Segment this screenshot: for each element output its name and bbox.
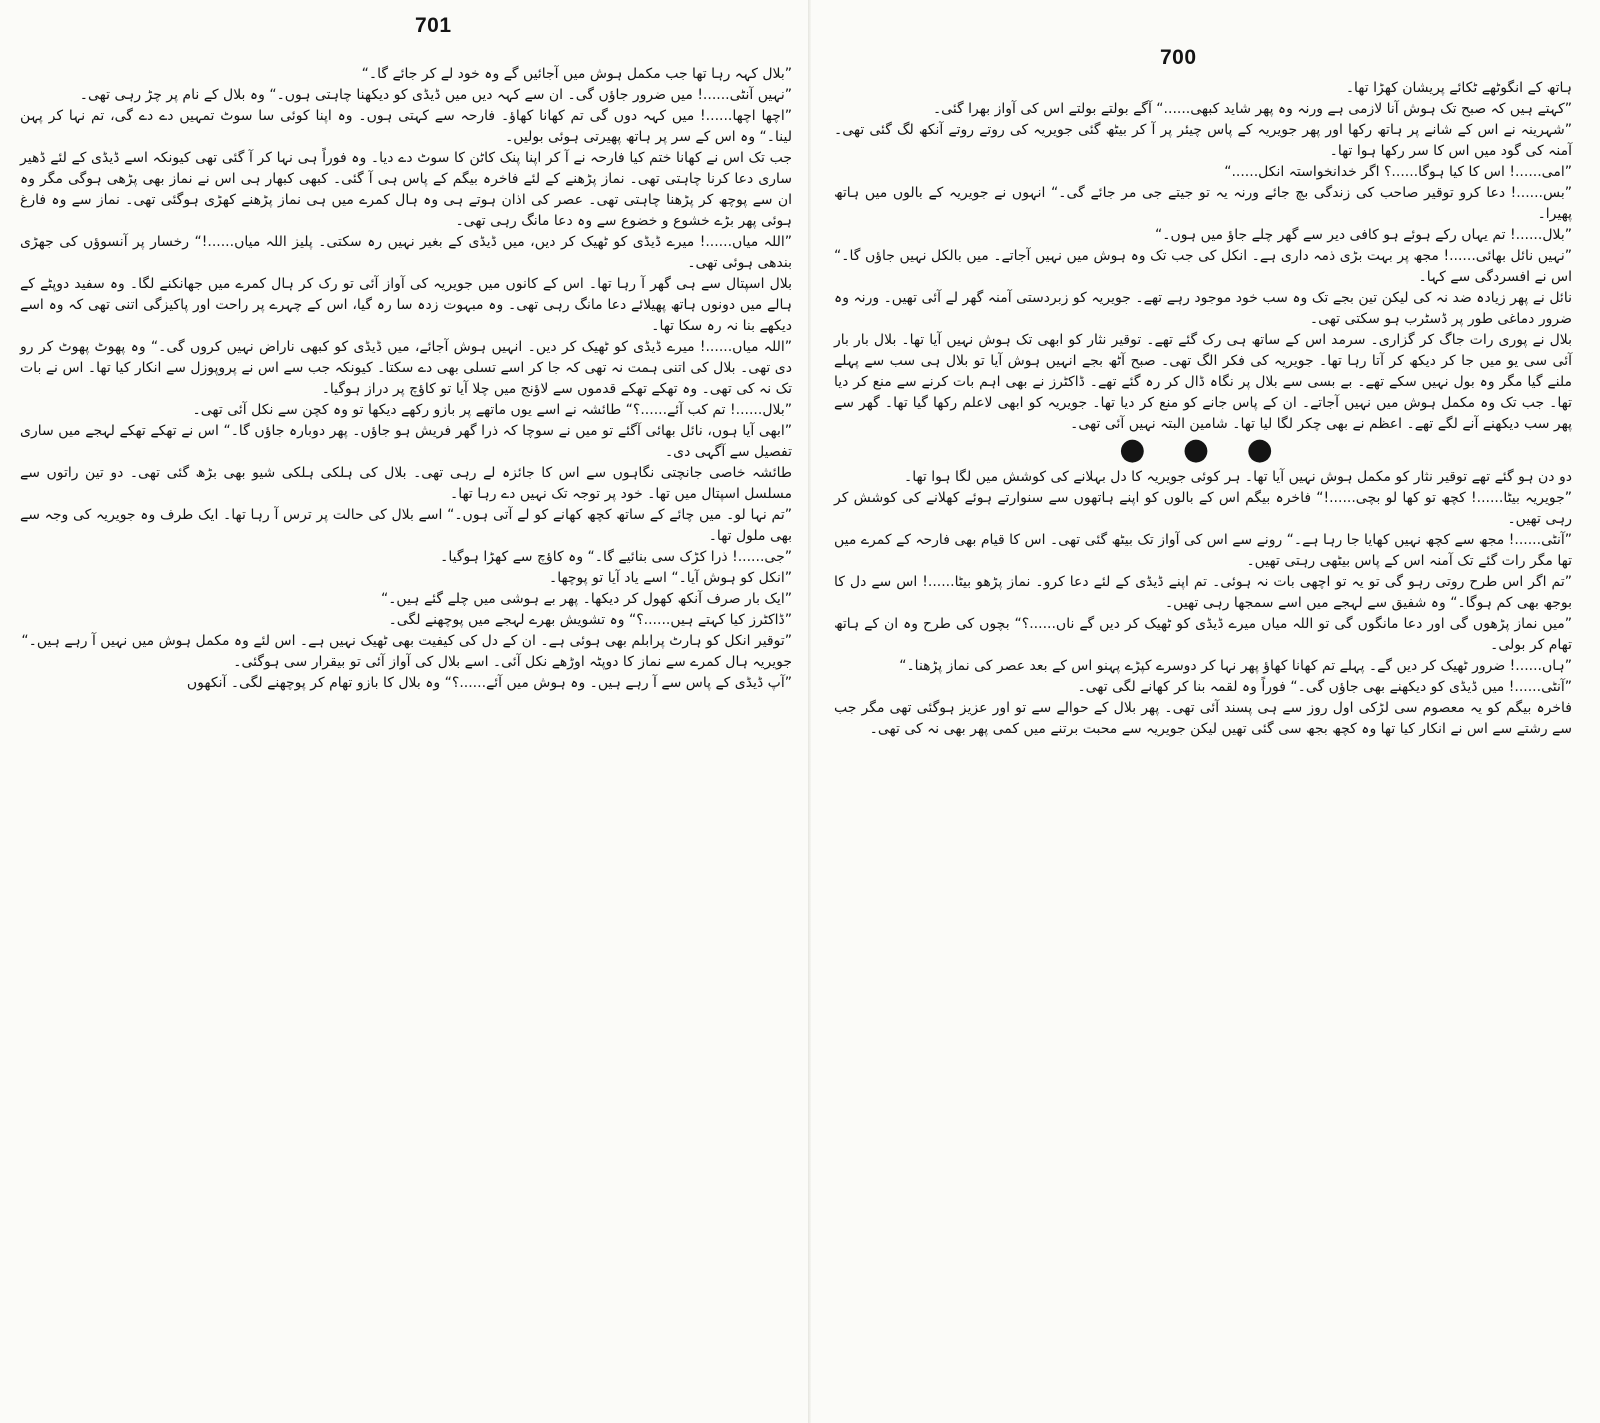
paragraph: ”نہیں نائل بھائی......! مجھ پر بہت بڑی ذمہ داری ہے۔ انکل کی جب تک وہ ہوش میں نہیں آجاتے۔ میں بالکل نہیں جاؤں گا۔“ اس نے افسردگی سے کہا۔ [834, 248, 1572, 285]
paragraph: ”بس......! دعا کرو توقیر صاحب کی زندگی بچ جائے ورنہ یہ تو جیتے جی مر جائے گی۔“ انہوں نے جویریہ کے بالوں میں ہاتھ پھیرا۔ [834, 185, 1572, 222]
paragraph: بلال نے پوری رات جاگ کر گزاری۔ سرمد اس کے ساتھ ہی رک گئے تھے۔ توقیر نثار کو ابھی تک ہوش نہیں آیا تھا۔ بلال بار بار آئی سی یو میں جا کر دیکھ کر آتا رہا تھا۔ جویریہ کی فکر الگ تھی۔ صبح آٹھ بجے انہیں ہوش آیا تو بلال ہی سب سے پہلے ملنے گیا مگر وہ بول نہیں سکے تھے۔ بے بسی سے بلال پر نگاہ ڈال کر رہ گئے تھے۔ ڈاکٹرز نے بھی اہم بات کرنے سے منع کر دیا تھا۔ جب تک وہ مکمل ہوش میں نہیں آجاتے۔ ان کے پاس جانے کو منع کر دیا تھا۔ جویریہ کو ابھی لاعلم رکھا گیا تھا۔ گھر سے پھر سب دیکھنے آنے لگے تھے۔ اعظم نے بھی چکر لگا لیا تھا۔ شامین البتہ نہیں آئی تھی۔ [834, 332, 1572, 432]
paragraph: ”اللہ میاں......! میرے ڈیڈی کو ٹھیک کر دیں۔ انہیں ہوش آجائے، میں ڈیڈی کو کبھی ناراض نہیں کروں گی۔“ وہ پھوٹ پھوٹ کر رو دی تھی۔ بلال کی اتنی ہمت نہ تھی کہ جا کر اسے تسلی بھی دے سکتا۔ کیونکہ جب سے اس نے پروپوزل سے انکار کیا تھا۔ اس نے بات تک نہ کی تھی۔ وہ تھکے تھکے قدموں سے لاؤنج میں چلا آیا تو کاؤچ پر دراز ہوگیا۔ [20, 339, 792, 397]
paragraph: ”شہرینہ نے اس کے شانے پر ہاتھ رکھا اور پھر جویریہ کے پاس چیئر پر آ کر بیٹھ گئی جویریہ کی روتے روتے آنکھ لگ گئی تھی۔ آمنہ کی گود میں اس کا سر رکھا ہوا تھا۔ [834, 122, 1572, 159]
paragraph: طائشہ خاصی جانچتی نگاہوں سے اس کا جائزہ لے رہی تھی۔ بلال کی ہلکی ہلکی شیو بھی بڑھ گئی تھی۔ دو تین راتوں سے مسلسل اسپتال میں تھا۔ خود پر توجہ تک نہیں دے رہا تھا۔ [20, 465, 792, 502]
paragraph: ”جی......! ذرا کڑک سی بنائیے گا۔“ وہ کاؤچ سے کھڑا ہوگیا۔ [440, 549, 792, 565]
paragraph: ”میں نماز پڑھوں گی اور دعا مانگوں گی تو اللہ میاں میرے ڈیڈی کو ٹھیک کر دیں گے ناں......؟“ بچوں کی طرح وہ ان کے ہاتھ تھام کر بولی۔ [834, 616, 1572, 653]
paragraph: ”ایک بار صرف آنکھ کھول کر دیکھا۔ پھر بے ہوشی میں چلے گئے ہیں۔“ [380, 591, 792, 607]
paragraph: ”آپ ڈیڈی کے پاس سے آ رہے ہیں۔ وہ ہوش میں آئے......؟“ وہ بلال کا بازو تھام کر پوچھنے لگی۔ آنکھوں [186, 675, 792, 691]
paragraph: ”تم نہا لو۔ میں چائے کے ساتھ کچھ کھانے کو لے آتی ہوں۔“ اسے بلال کی حالت پر ترس آ رہا تھا۔ ایک طرف وہ جویریہ کی وجہ سے بھی ملول تھا۔ [20, 507, 792, 544]
paragraph: ”ہاں......! ضرور ٹھیک کر دیں گے۔ پہلے تم کھانا کھاؤ پھر نہا کر دوسرے کپڑے پہنو اس کے بعد عصر کی نماز پڑھنا۔“ [899, 658, 1572, 674]
section-divider: ● ● ● [1119, 432, 1287, 467]
page-number: 701 [415, 14, 452, 37]
paragraph: ”ابھی آیا ہوں، نائل بھائی آگئے تو میں نے سوچا کہ ذرا گھر فریش ہو جاؤں۔ پھر دوبارہ جاؤں گا۔“ اس نے تھکے تھکے لہجے میں ساری تفصیل سے آگہی دی۔ [20, 423, 792, 460]
paragraph: ”اللہ میاں......! میرے ڈیڈی کو ٹھیک کر دیں، میں ڈیڈی کے بغیر نہیں رہ سکتی۔ پلیز اللہ میاں......!“ رخسار پر آنسوؤں کی جھڑی بندھی ہوئی تھی۔ [20, 234, 792, 271]
paragraph: ”جویریہ بیٹا......! کچھ تو کھا لو بچی......!“ فاخرہ بیگم اس کے بالوں کو اپنے ہاتھوں سے سنوارتے ہوئے کھلانے کی کوشش کر رہی تھیں۔ [834, 490, 1572, 527]
paragraph: ”انکل کو ہوش آیا۔“ اسے یاد آیا تو پوچھا۔ [548, 570, 792, 586]
paragraph: ”نہیں آنٹی......! میں ضرور جاؤں گی۔ ان سے کہہ دیں میں ڈیڈی کو دیکھنا چاہتی ہوں۔“ وہ بلال کے نام پر چڑ رہی تھی۔ [79, 87, 792, 103]
paragraph: ”توقیر انکل کو ہارٹ پرابلم بھی ہوئی ہے۔ ان کے دل کی کیفیت بھی ٹھیک نہیں ہے۔ اس لئے وہ مکمل ہوش میں نہیں آ رہے ہیں۔“ [21, 633, 792, 649]
paragraph: ”آنٹی......! مجھ سے کچھ نہیں کھایا جا رہا ہے۔“ رونے سے اس کی آواز تک بیٹھ گئی تھی۔ اس کا قیام بھی فارحہ کے کمرے میں تھا مگر رات گئے تک آمنہ اس کے پاس بیٹھی رہتی تھیں۔ [834, 532, 1572, 569]
paragraph: بلال اسپتال سے ہی گھر آ رہا تھا۔ اس کے کانوں میں جویریہ کی آواز آئی تو رک کر ہال کمرے میں جھانکنے لگا۔ وہ سفید دوپٹے کے ہالے میں دونوں ہاتھ پھیلائے دعا مانگ رہی تھی۔ وہ مبہوت زدہ سا رہ گیا، اس کے چہرے پر راحت اور پاکیزگی اتنی تھی کہ وہ اسے دیکھے بنا نہ رہ سکا تھا۔ [20, 276, 792, 334]
paragraph: ”بلال کہہ رہا تھا جب مکمل ہوش میں آجائیں گے وہ خود لے کر جائے گا۔“ [361, 66, 792, 82]
right-page [810, 0, 1600, 1423]
page-number: 700 [1160, 46, 1197, 69]
paragraph: ”بلال......! تم کب آئے......؟“ طائشہ نے اسے یوں ماتھے پر بازو رکھے دیکھا تو وہ کچن سے نکل آئی تھی۔ [192, 402, 792, 418]
paragraph: ہاتھ کے انگوٹھے ٹکائے پریشان کھڑا تھا۔ [1345, 80, 1572, 96]
paragraph: جب تک اس نے کھانا ختم کیا فارحہ نے آ کر اپنا پنک کاٹن کا سوٹ دے دیا۔ وہ فوراً ہی نہا کر آ گئی تھی کیونکہ اسے ڈیڈی کے لئے ڈھیر ساری دعا کرنا چاہتی تھی۔ نماز پڑھنے کے لئے فاخرہ بیگم کے پاس ہی آ گئی۔ کبھی کبھار ہی اس نے نماز بھی پڑھی ہوگی مگر وہ ان سے پوچھ کر پڑھنا چاہتی تھی۔ عصر کی اذان ہوتے ہی وہ ہال کمرے میں ہی نماز پڑھنے کھڑی ہوگئی تھی۔ نماز سے وہ فارغ ہوئی پھر بڑے خشوع و خضوع سے وہ دعا مانگ رہی تھی۔ [20, 150, 792, 229]
paragraph: ”بلال......! تم یہاں رکے ہوئے ہو کافی دیر سے گھر چلے جاؤ میں ہوں۔“ [1155, 227, 1572, 243]
paragraph: ”امی......! اس کا کیا ہوگا......؟ اگر خدانخواستہ انکل......“ [1224, 164, 1572, 180]
paragraph: ”ڈاکٹرز کیا کہتے ہیں......؟“ وہ تشویش بھرے لہجے میں پوچھنے لگی۔ [388, 612, 792, 628]
paragraph: دو دن ہو گئے تھے توقیر نثار کو مکمل ہوش نہیں آیا تھا۔ ہر کوئی جویریہ کا دل بہلانے کی کوشش میں لگا ہوا تھا۔ [903, 469, 1572, 485]
paragraph: فاخرہ بیگم کو یہ معصوم سی لڑکی اول روز سے ہی پسند آئی تھی۔ پھر بلال کے حوالے سے تو اور عزیز ہوگئی تھی مگر جب سے رشتے سے اس نے انکار کیا تھا وہ کچھ بجھ سی گئی تھیں لیکن جویریہ سے محبت برتنے میں کمی پھر بھی نہ کی تھی۔ [834, 700, 1572, 737]
paragraph: نائل نے پھر زیادہ ضد نہ کی لیکن تین بجے تک وہ سب خود موجود رہے تھے۔ جویریہ کو زبردستی آمنہ گھر لے آئی تھیں۔ ورنہ وہ ضرور دماغی طور پر ڈسٹرب ہو سکتی تھی۔ [834, 290, 1572, 327]
paragraph: جویریہ ہال کمرے سے نماز کا دوپٹہ اوڑھے نکل آئی۔ اسے بلال کی آواز آئی تو بیقرار سی ہوگئی۔ [233, 654, 792, 670]
paragraph: ”آنٹی......! میں ڈیڈی کو دیکھنے بھی جاؤں گی۔“ فوراً وہ لقمہ بنا کر کھانے لگی تھی۔ [1077, 679, 1572, 695]
paragraph: ”اچھا اچھا......! میں کہہ دوں گی تم کھانا کھاؤ۔ فارحہ سے کہتی ہوں۔ وہ اپنا کوئی سا سوٹ تمہیں دے دے گی، تم نہا کر پہن لینا۔“ وہ اس کے سر پر ہاتھ پھیرتی ہوئی بولیں۔ [20, 108, 792, 145]
paragraph: ”تم اگر اس طرح روتی رہو گی تو یہ تو اچھی بات نہ ہوئی۔ تم اپنے ڈیڈی کے لئے دعا کرو۔ نماز پڑھو بیٹا......! اس سے دل کا بوجھ بھی کم ہوگا۔“ وہ شفیق سے لہجے میں اسے سمجھا رہی تھیں۔ [834, 574, 1572, 611]
paragraph: ”کہتے ہیں کہ صبح تک ہوش آنا لازمی ہے ورنہ وہ پھر شاید کبھی......“ آگے بولتے بولتے اس کی آواز بھرا گئی۔ [932, 101, 1572, 117]
